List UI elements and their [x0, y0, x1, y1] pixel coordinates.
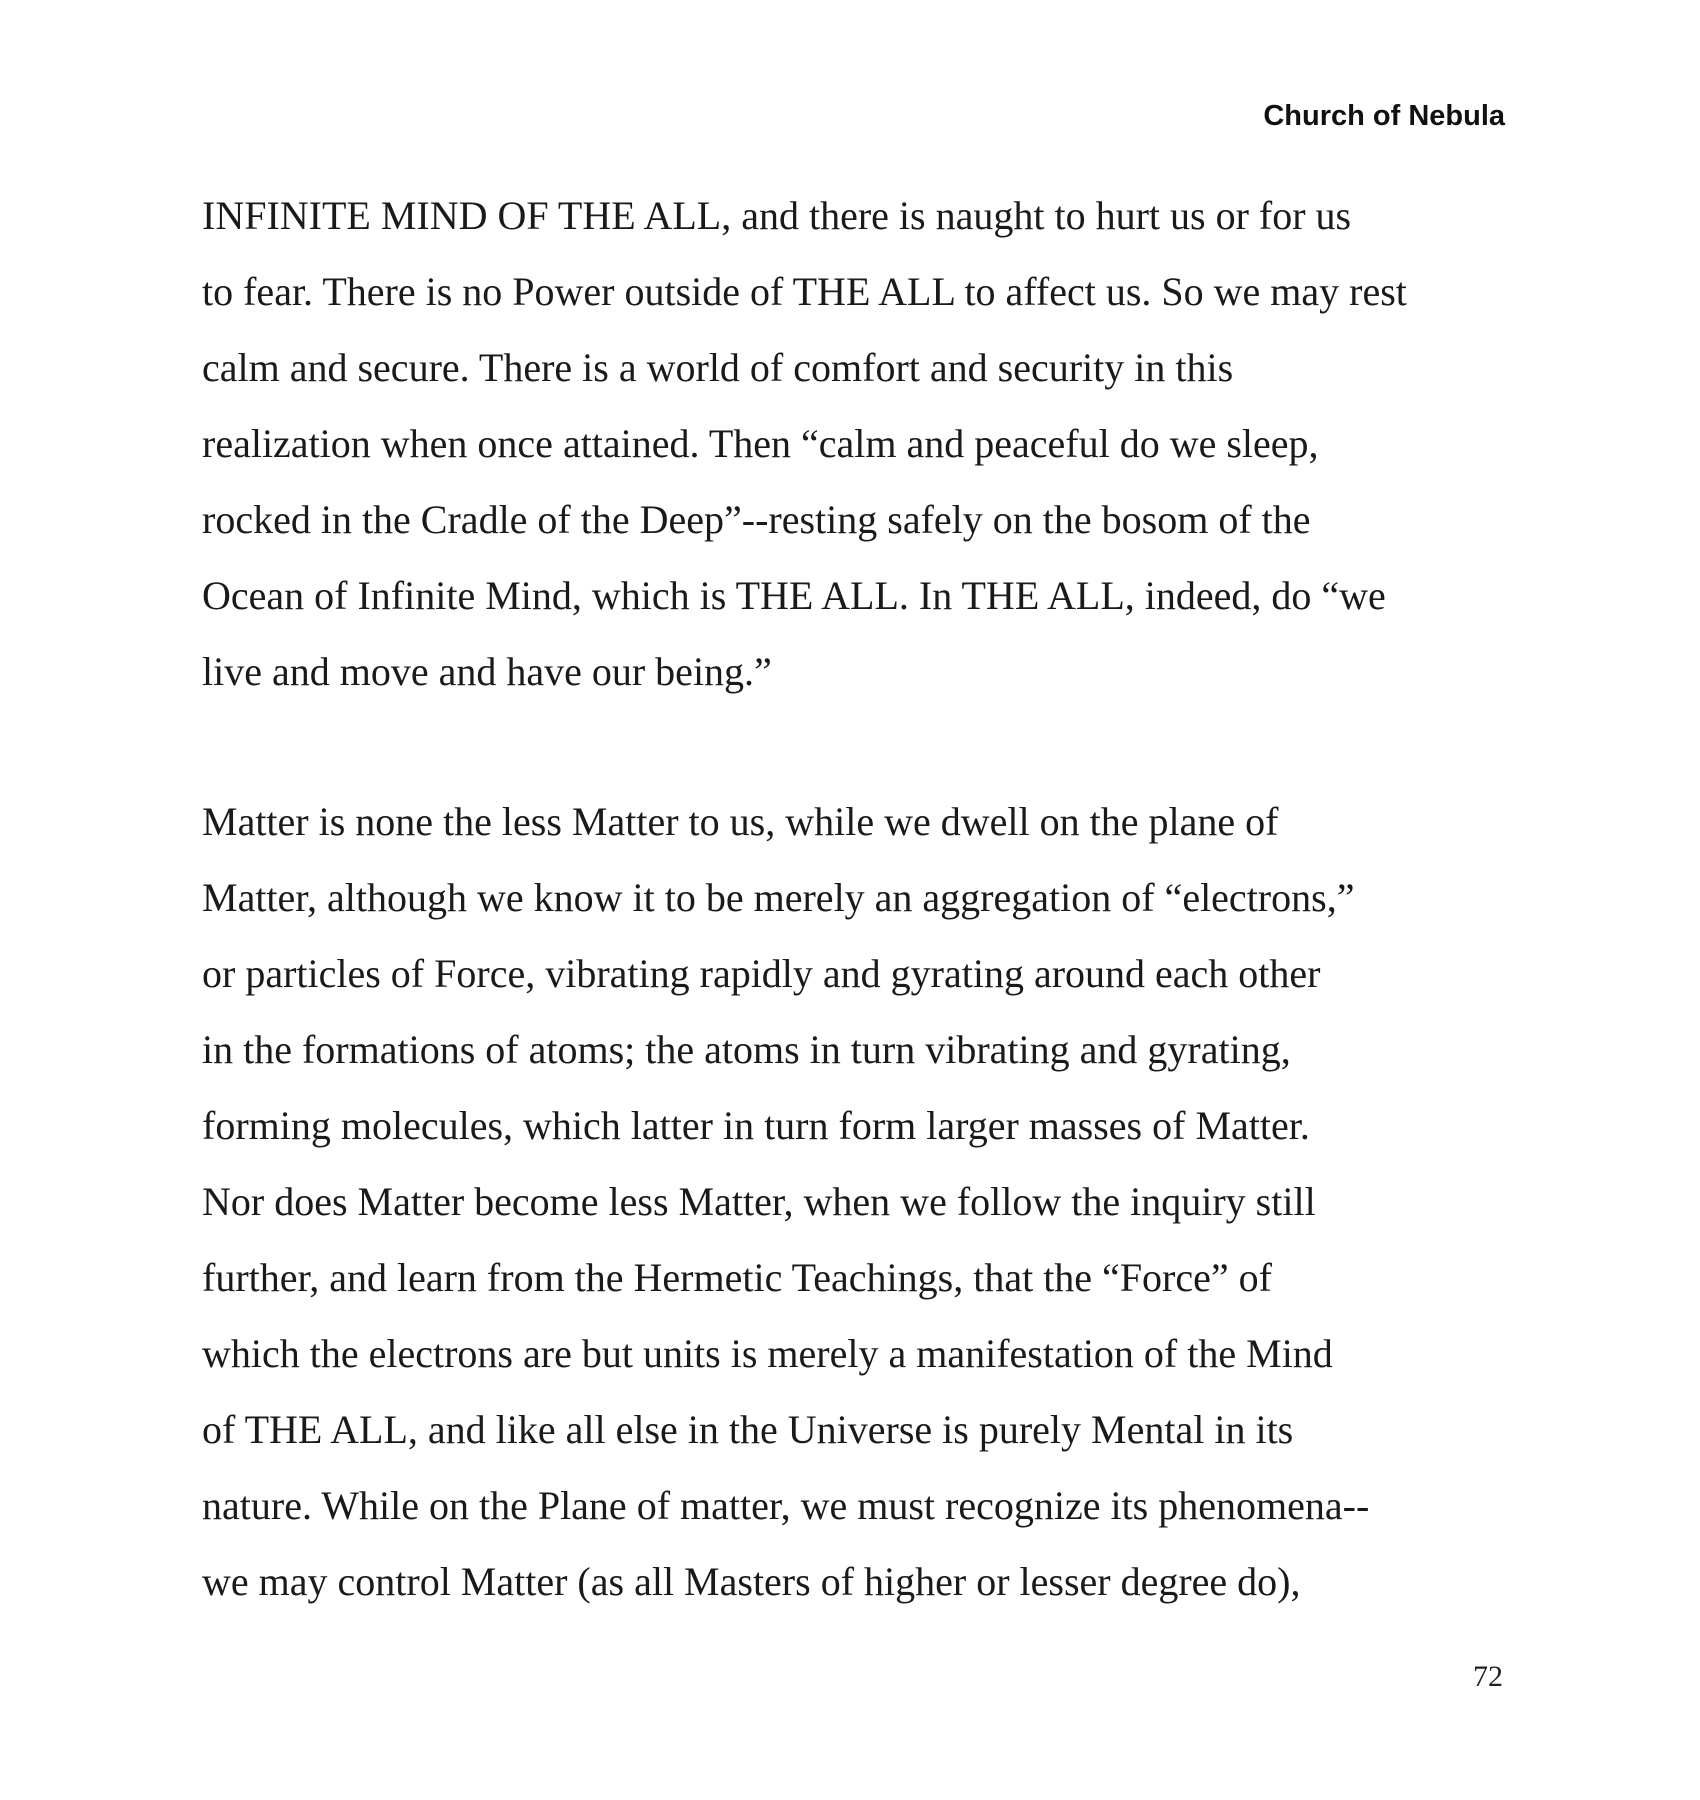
- text-line: we may control Matter (as all Masters of higher or lesser degree do),: [202, 1559, 1301, 1604]
- text-line: live and move and have our being.”: [202, 649, 772, 694]
- text-line: in the formations of atoms; the atoms in turn vibrating and gyrating,: [202, 1027, 1291, 1072]
- text-line: forming molecules, which latter in turn form larger masses of Matter.: [202, 1103, 1310, 1148]
- text-line: further, and learn from the Hermetic Teachings, that the “Force” of: [202, 1255, 1272, 1300]
- text-line: INFINITE MIND OF THE ALL, and there is naught to hurt us or for us: [202, 193, 1352, 238]
- text-line: which the electrons are but units is merely a manifestation of the Mind: [202, 1331, 1333, 1376]
- text-line: of THE ALL, and like all else in the Universe is purely Mental in its: [202, 1407, 1294, 1452]
- text-line: to fear. There is no Power outside of THE ALL to affect us. So we may rest: [202, 269, 1407, 314]
- text-line: Ocean of Infinite Mind, which is THE ALL. In THE ALL, indeed, do “we: [202, 573, 1386, 618]
- text-line: nature. While on the Plane of matter, we must recognize its phenomena--: [202, 1483, 1370, 1528]
- text-line: Nor does Matter become less Matter, when we follow the inquiry still: [202, 1179, 1316, 1224]
- text-line: realization when once attained. Then “calm and peaceful do we sleep,: [202, 421, 1319, 466]
- text-line: Matter, although we know it to be merely an aggregation of “electrons,”: [202, 875, 1355, 920]
- page-number: 72: [1473, 1660, 1503, 1693]
- text-line: calm and secure. There is a world of comfort and security in this: [202, 345, 1234, 390]
- text-line: rocked in the Cradle of the Deep”--resting safely on the bosom of the: [202, 497, 1311, 542]
- text-line: Matter is none the less Matter to us, while we dwell on the plane of: [202, 799, 1279, 844]
- running-header: Church of Nebula: [1263, 100, 1505, 132]
- text-line: or particles of Force, vibrating rapidly and gyrating around each other: [202, 951, 1321, 996]
